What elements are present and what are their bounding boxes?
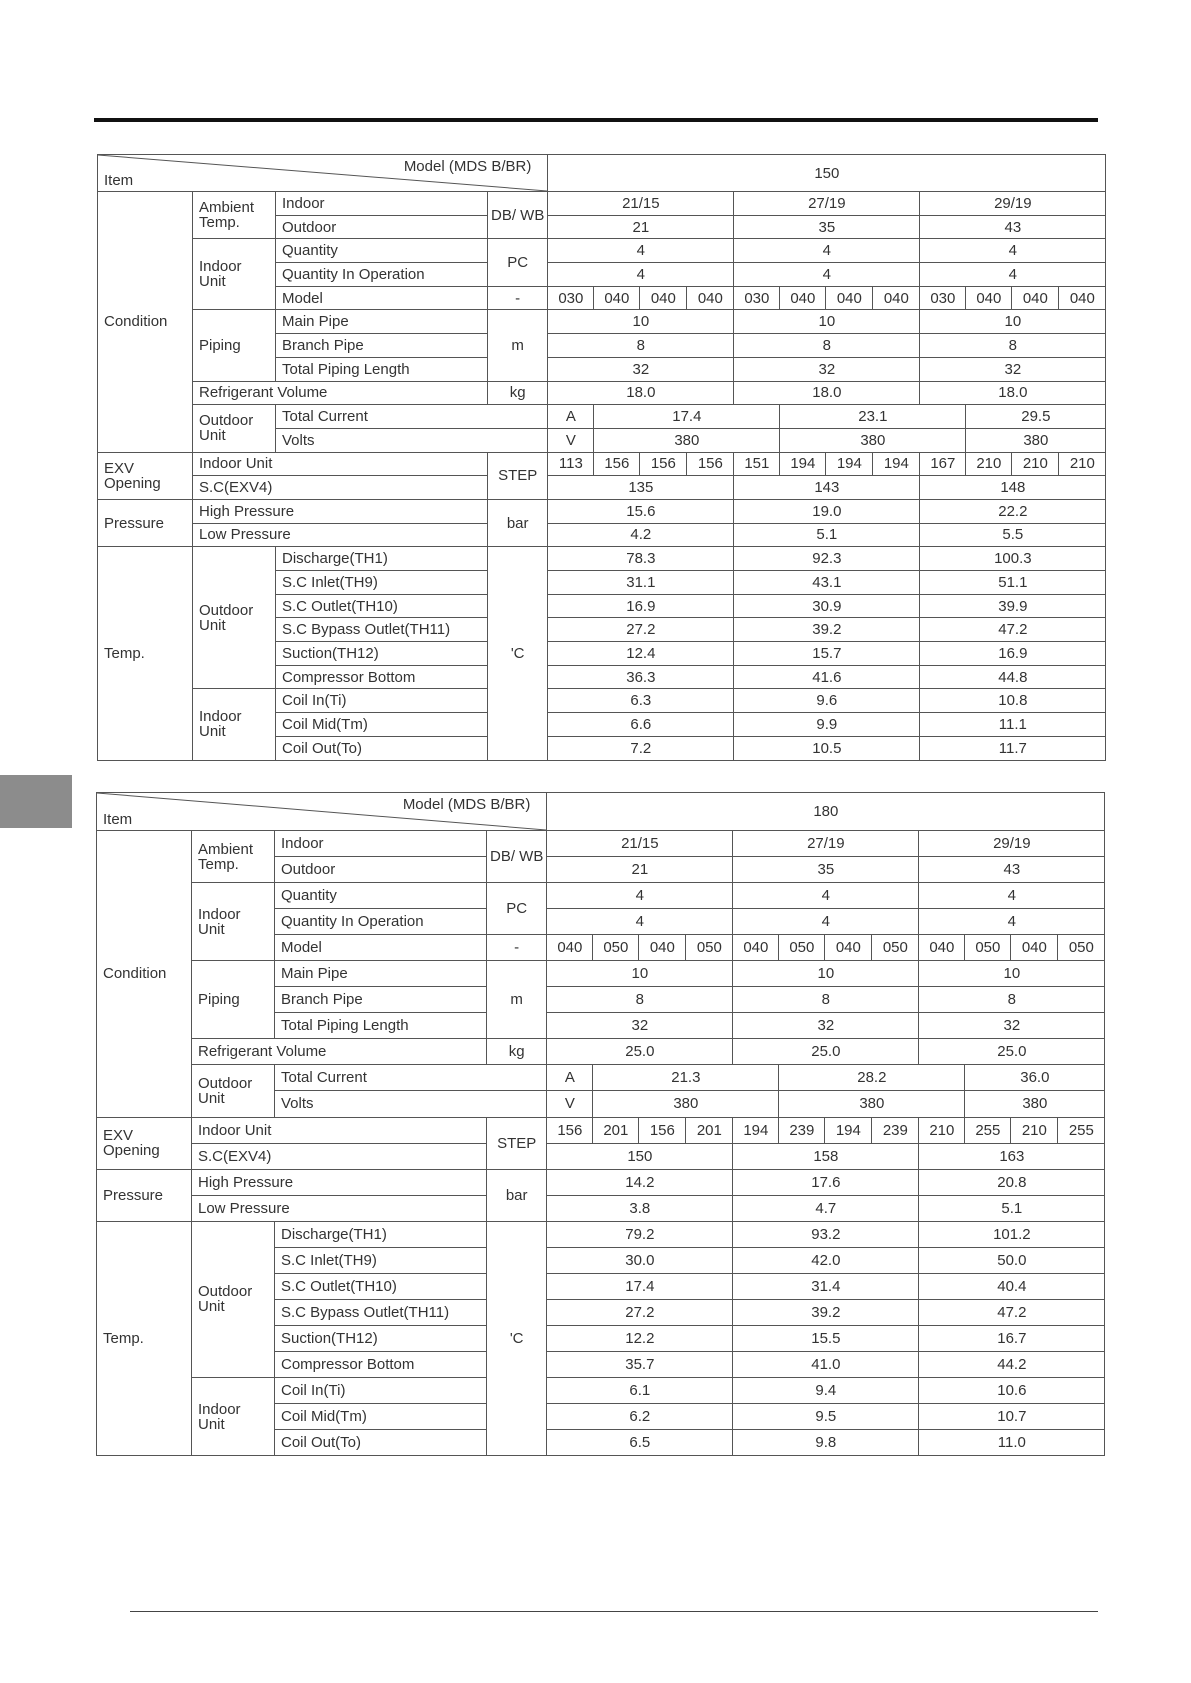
coil-in-value: 10.6: [919, 1377, 1105, 1403]
unit-cell: bar: [487, 1169, 547, 1221]
item-header: Item: [103, 811, 133, 828]
volts-value: 380: [593, 1091, 779, 1117]
high-pressure-value: 19.0: [734, 499, 920, 523]
footer-rule: [130, 1611, 1098, 1612]
sc-outlet-value: 39.9: [920, 594, 1106, 618]
sc-inlet-value: 42.0: [733, 1247, 919, 1273]
exv-opening-group-label: EXV Opening: [97, 1117, 192, 1169]
total-piping-length-value: 32: [734, 357, 920, 381]
sc-outlet-value: 31.4: [733, 1273, 919, 1299]
unit-cell: PC: [487, 883, 547, 935]
low-pressure-value: 5.5: [920, 523, 1106, 547]
indoor-temp-label: Indoor: [276, 192, 488, 216]
suction-value: 15.5: [733, 1325, 919, 1351]
branch-pipe-value: 8: [548, 334, 734, 358]
unit-cell: -: [488, 286, 548, 310]
indoor-model-value: 050: [1058, 935, 1105, 961]
sc-bypass-outlet-label: S.C Bypass Outlet(TH11): [275, 1299, 487, 1325]
total-current-value: 36.0: [965, 1065, 1105, 1091]
total-piping-length-value: 32: [547, 1013, 733, 1039]
low-pressure-label: Low Pressure: [192, 1195, 487, 1221]
unit-cell: 'C: [488, 547, 548, 760]
indoor-model-value: 040: [780, 286, 826, 310]
total-current-label: Total Current: [275, 1065, 547, 1091]
unit-cell: m: [487, 961, 547, 1039]
coil-in-value: 6.3: [548, 689, 734, 713]
refrigerant-volume-value: 25.0: [547, 1039, 733, 1065]
exv-indoor-value: 201: [593, 1117, 639, 1143]
branch-pipe-value: 8: [920, 334, 1106, 358]
coil-mid-value: 10.7: [919, 1404, 1105, 1430]
indoor-model-value: 040: [1059, 286, 1106, 310]
refrigerant-volume-value: 18.0: [548, 381, 734, 405]
unit-cell: A: [548, 405, 594, 429]
temp-group-label: Temp.: [97, 1221, 192, 1455]
main-pipe-value: 10: [733, 961, 919, 987]
indoor-model-value: 050: [593, 935, 639, 961]
outdoor-temp-value: 35: [734, 215, 920, 239]
outdoor-temp-value: 21: [548, 215, 734, 239]
indoor-model-value: 040: [1011, 935, 1058, 961]
spec-table-2: [96, 792, 1105, 1456]
model-header: Model (MDS B/BR): [402, 796, 531, 813]
suction-value: 16.9: [920, 642, 1106, 666]
unit-cell: PC: [488, 239, 548, 286]
exv-indoor-value: 156: [640, 452, 687, 476]
indoor-model-value: 040: [1012, 286, 1059, 310]
suction-value: 15.7: [734, 642, 920, 666]
outdoor-unit-group-label: Outdoor Unit: [192, 1065, 275, 1117]
indoor-model-value: 040: [825, 935, 872, 961]
condition-group-label: Condition: [98, 192, 193, 453]
exv-opening-group-label: EXV Opening: [98, 452, 193, 499]
discharge-value: 101.2: [919, 1221, 1105, 1247]
sc-bypass-outlet-value: 39.2: [733, 1299, 919, 1325]
indoor-model-value: 050: [965, 935, 1011, 961]
exv-indoor-value: 167: [920, 452, 966, 476]
compressor-bottom-value: 41.0: [733, 1351, 919, 1377]
unit-cell: -: [487, 935, 547, 961]
sc-bypass-outlet-value: 47.2: [919, 1299, 1105, 1325]
main-pipe-label: Main Pipe: [275, 961, 487, 987]
indoor-unit-group-label: Indoor Unit: [192, 883, 275, 961]
coil-out-value: 7.2: [548, 736, 734, 760]
unit-cell: m: [488, 310, 548, 381]
outdoor-temp-value: 21: [547, 857, 733, 883]
outdoor-unit-group-label: Outdoor Unit: [193, 405, 276, 452]
sc-outlet-label: S.C Outlet(TH10): [276, 594, 488, 618]
sc-exv4-value: 143: [734, 476, 920, 500]
exv-indoor-unit-label: Indoor Unit: [192, 1117, 487, 1143]
volts-value: 380: [779, 1091, 965, 1117]
branch-pipe-value: 8: [919, 987, 1105, 1013]
unit-cell: STEP: [487, 1117, 547, 1169]
coil-out-value: 9.8: [733, 1430, 919, 1456]
condition-header: 21/15: [548, 192, 734, 216]
high-pressure-value: 20.8: [919, 1169, 1105, 1195]
exv-indoor-value: 194: [780, 452, 826, 476]
suction-value: 12.2: [547, 1325, 733, 1351]
sc-bypass-outlet-value: 47.2: [920, 618, 1106, 642]
condition-header: 29/19: [919, 831, 1105, 857]
condition-header: 29/19: [920, 192, 1106, 216]
outdoor-temp-label: Outdoor: [276, 215, 488, 239]
main-pipe-value: 10: [919, 961, 1105, 987]
refrigerant-volume-value: 18.0: [734, 381, 920, 405]
sc-exv4-label: S.C(EXV4): [192, 1143, 487, 1169]
indoor-model-value: 040: [733, 935, 779, 961]
exv-indoor-unit-label: Indoor Unit: [193, 452, 488, 476]
branch-pipe-value: 8: [734, 334, 920, 358]
exv-indoor-value: 255: [1058, 1117, 1105, 1143]
main-pipe-value: 10: [547, 961, 733, 987]
discharge-value: 93.2: [733, 1221, 919, 1247]
item-header: Item: [104, 172, 134, 189]
discharge-value: 78.3: [548, 547, 734, 571]
sc-inlet-label: S.C Inlet(TH9): [276, 571, 488, 595]
discharge-value: 92.3: [734, 547, 920, 571]
low-pressure-value: 5.1: [919, 1195, 1105, 1221]
sc-inlet-value: 30.0: [547, 1247, 733, 1273]
total-current-value: 23.1: [780, 405, 966, 429]
indoor-model-value: 050: [779, 935, 825, 961]
indoor-model-value: 030: [920, 286, 966, 310]
quantity-in-operation-value: 4: [547, 909, 733, 935]
pressure-group-label: Pressure: [98, 499, 193, 546]
total-piping-length-value: 32: [733, 1013, 919, 1039]
quantity-label: Quantity: [276, 239, 488, 263]
coil-mid-value: 9.9: [734, 713, 920, 737]
sc-inlet-value: 51.1: [920, 571, 1106, 595]
indoor-model-value: 040: [873, 286, 920, 310]
unit-cell: V: [547, 1091, 593, 1117]
discharge-label: Discharge(TH1): [275, 1221, 487, 1247]
exv-indoor-value: 194: [825, 1117, 872, 1143]
exv-indoor-value: 156: [547, 1117, 593, 1143]
coil-in-value: 9.6: [734, 689, 920, 713]
sc-inlet-label: S.C Inlet(TH9): [275, 1247, 487, 1273]
condition-group-label: Condition: [97, 831, 192, 1118]
high-pressure-value: 14.2: [547, 1169, 733, 1195]
volts-value: 380: [965, 1091, 1105, 1117]
outdoor-temp-value: 35: [733, 857, 919, 883]
quantity-in-operation-value: 4: [919, 909, 1105, 935]
quantity-value: 4: [919, 883, 1105, 909]
quantity-value: 4: [547, 883, 733, 909]
exv-indoor-value: 194: [873, 452, 920, 476]
exv-indoor-value: 239: [779, 1117, 825, 1143]
outdoor-temp-value: 43: [920, 215, 1106, 239]
discharge-value: 100.3: [920, 547, 1106, 571]
discharge-label: Discharge(TH1): [276, 547, 488, 571]
indoor-model-value: 040: [640, 286, 687, 310]
sc-exv4-value: 150: [547, 1143, 733, 1169]
coil-mid-value: 6.2: [547, 1404, 733, 1430]
indoor-model-value: 040: [687, 286, 734, 310]
exv-indoor-value: 255: [965, 1117, 1011, 1143]
compressor-bottom-value: 36.3: [548, 665, 734, 689]
ambient-temp-label: Ambient Temp.: [192, 831, 275, 883]
exv-indoor-value: 201: [686, 1117, 733, 1143]
total-current-value: 17.4: [594, 405, 780, 429]
unit-cell: V: [548, 428, 594, 452]
condition-header: 27/19: [734, 192, 920, 216]
coil-out-value: 11.0: [919, 1430, 1105, 1456]
indoor-model-value: 030: [548, 286, 594, 310]
exv-indoor-value: 151: [734, 452, 780, 476]
refrigerant-volume-value: 25.0: [733, 1039, 919, 1065]
sc-outlet-label: S.C Outlet(TH10): [275, 1273, 487, 1299]
sc-outlet-value: 16.9: [548, 594, 734, 618]
total-current-label: Total Current: [276, 405, 548, 429]
sc-outlet-value: 17.4: [547, 1273, 733, 1299]
temp-indoor-unit-label: Indoor Unit: [192, 1377, 275, 1455]
sc-exv4-label: S.C(EXV4): [193, 476, 488, 500]
quantity-value: 4: [733, 883, 919, 909]
sc-exv4-value: 135: [548, 476, 734, 500]
sc-bypass-outlet-value: 27.2: [547, 1299, 733, 1325]
coil-mid-label: Coil Mid(Tm): [276, 713, 488, 737]
quantity-label: Quantity: [275, 883, 487, 909]
indoor-model-value: 040: [919, 935, 965, 961]
coil-out-label: Coil Out(To): [275, 1430, 487, 1456]
high-pressure-label: High Pressure: [192, 1169, 487, 1195]
coil-out-value: 10.5: [734, 736, 920, 760]
model-label: Model: [275, 935, 487, 961]
total-current-value: 29.5: [966, 405, 1106, 429]
unit-cell: DB/ WB: [488, 192, 548, 239]
sc-outlet-value: 30.9: [734, 594, 920, 618]
volts-value: 380: [780, 428, 966, 452]
compressor-bottom-value: 44.8: [920, 665, 1106, 689]
branch-pipe-label: Branch Pipe: [275, 987, 487, 1013]
exv-indoor-value: 156: [639, 1117, 686, 1143]
low-pressure-value: 5.1: [734, 523, 920, 547]
refrigerant-volume-value: 18.0: [920, 381, 1106, 405]
condition-header: 21/15: [547, 831, 733, 857]
exv-indoor-value: 156: [687, 452, 734, 476]
low-pressure-value: 4.7: [733, 1195, 919, 1221]
low-pressure-value: 3.8: [547, 1195, 733, 1221]
quantity-in-operation-label: Quantity In Operation: [275, 909, 487, 935]
quantity-in-operation-label: Quantity In Operation: [276, 263, 488, 287]
volts-value: 380: [594, 428, 780, 452]
unit-cell: kg: [488, 381, 548, 405]
discharge-value: 79.2: [547, 1221, 733, 1247]
indoor-model-value: 050: [872, 935, 919, 961]
sc-bypass-outlet-value: 39.2: [734, 618, 920, 642]
quantity-value: 4: [920, 239, 1106, 263]
exv-indoor-value: 194: [826, 452, 873, 476]
volts-label: Volts: [275, 1091, 547, 1117]
branch-pipe-value: 8: [547, 987, 733, 1013]
sc-bypass-outlet-value: 27.2: [548, 618, 734, 642]
table-header-diagonal-cell: [98, 155, 548, 192]
coil-out-label: Coil Out(To): [276, 736, 488, 760]
sc-bypass-outlet-label: S.C Bypass Outlet(TH11): [276, 618, 488, 642]
main-pipe-value: 10: [548, 310, 734, 334]
main-pipe-value: 10: [920, 310, 1106, 334]
pressure-group-label: Pressure: [97, 1169, 192, 1221]
total-piping-length-label: Total Piping Length: [275, 1013, 487, 1039]
coil-in-value: 10.8: [920, 689, 1106, 713]
indoor-model-value: 040: [547, 935, 593, 961]
temp-outdoor-unit-label: Outdoor Unit: [193, 547, 276, 689]
indoor-unit-group-label: Indoor Unit: [193, 239, 276, 310]
sc-inlet-value: 31.1: [548, 571, 734, 595]
suction-value: 16.7: [919, 1325, 1105, 1351]
outdoor-temp-label: Outdoor: [275, 857, 487, 883]
total-current-value: 21.3: [593, 1065, 779, 1091]
unit-cell: 'C: [487, 1221, 547, 1455]
compressor-bottom-label: Compressor Bottom: [275, 1351, 487, 1377]
unit-cell: STEP: [488, 452, 548, 499]
high-pressure-value: 17.6: [733, 1169, 919, 1195]
compressor-bottom-value: 44.2: [919, 1351, 1105, 1377]
volts-label: Volts: [276, 428, 548, 452]
spec-table-1: [97, 154, 1106, 761]
exv-indoor-value: 210: [966, 452, 1012, 476]
suction-value: 12.4: [548, 642, 734, 666]
indoor-model-value: 040: [826, 286, 873, 310]
volts-value: 380: [966, 428, 1106, 452]
piping-group-label: Piping: [193, 310, 276, 381]
low-pressure-value: 4.2: [548, 523, 734, 547]
compressor-bottom-value: 35.7: [547, 1351, 733, 1377]
exv-indoor-value: 210: [1059, 452, 1106, 476]
exv-indoor-value: 156: [594, 452, 640, 476]
table-header-diagonal-cell: [97, 793, 547, 831]
total-piping-length-label: Total Piping Length: [276, 357, 488, 381]
indoor-temp-label: Indoor: [275, 831, 487, 857]
branch-pipe-value: 8: [733, 987, 919, 1013]
total-piping-length-value: 32: [919, 1013, 1105, 1039]
total-piping-length-value: 32: [920, 357, 1106, 381]
exv-indoor-value: 210: [1012, 452, 1059, 476]
unit-cell: kg: [487, 1039, 547, 1065]
compressor-bottom-value: 41.6: [734, 665, 920, 689]
high-pressure-value: 15.6: [548, 499, 734, 523]
coil-out-value: 11.7: [920, 736, 1106, 760]
refrigerant-volume-label: Refrigerant Volume: [192, 1039, 487, 1065]
temp-indoor-unit-label: Indoor Unit: [193, 689, 276, 760]
total-current-value: 28.2: [779, 1065, 965, 1091]
indoor-model-value: 040: [639, 935, 686, 961]
coil-mid-value: 11.1: [920, 713, 1106, 737]
coil-in-value: 6.1: [547, 1377, 733, 1403]
unit-cell: DB/ WB: [487, 831, 547, 883]
main-pipe-label: Main Pipe: [276, 310, 488, 334]
sc-outlet-value: 40.4: [919, 1273, 1105, 1299]
coil-mid-value: 6.6: [548, 713, 734, 737]
exv-indoor-value: 210: [919, 1117, 965, 1143]
main-pipe-value: 10: [734, 310, 920, 334]
model-header: Model (MDS B/BR): [403, 158, 532, 175]
unit-cell: bar: [488, 499, 548, 546]
sc-inlet-value: 50.0: [919, 1247, 1105, 1273]
indoor-model-value: 050: [686, 935, 733, 961]
ambient-temp-label: Ambient Temp.: [193, 192, 276, 239]
temp-outdoor-unit-label: Outdoor Unit: [192, 1221, 275, 1377]
model-label: Model: [276, 286, 488, 310]
low-pressure-label: Low Pressure: [193, 523, 488, 547]
exv-indoor-value: 194: [733, 1117, 779, 1143]
coil-in-label: Coil In(Ti): [276, 689, 488, 713]
outdoor-temp-value: 43: [919, 857, 1105, 883]
capacity-header: 180: [547, 793, 1105, 831]
coil-out-value: 6.5: [547, 1430, 733, 1456]
coil-in-label: Coil In(Ti): [275, 1377, 487, 1403]
quantity-in-operation-value: 4: [733, 909, 919, 935]
exv-indoor-value: 210: [1011, 1117, 1058, 1143]
exv-indoor-value: 239: [872, 1117, 919, 1143]
refrigerant-volume-value: 25.0: [919, 1039, 1105, 1065]
sc-exv4-value: 163: [919, 1143, 1105, 1169]
suction-label: Suction(TH12): [276, 642, 488, 666]
header-rule: [94, 118, 1098, 122]
indoor-model-value: 040: [966, 286, 1012, 310]
coil-in-value: 9.4: [733, 1377, 919, 1403]
quantity-in-operation-value: 4: [920, 263, 1106, 287]
branch-pipe-label: Branch Pipe: [276, 334, 488, 358]
quantity-value: 4: [548, 239, 734, 263]
condition-header: 27/19: [733, 831, 919, 857]
quantity-in-operation-value: 4: [548, 263, 734, 287]
refrigerant-volume-label: Refrigerant Volume: [193, 381, 488, 405]
chapter-tab: [0, 775, 72, 828]
compressor-bottom-label: Compressor Bottom: [276, 665, 488, 689]
quantity-value: 4: [734, 239, 920, 263]
high-pressure-value: 22.2: [920, 499, 1106, 523]
suction-label: Suction(TH12): [275, 1325, 487, 1351]
temp-group-label: Temp.: [98, 547, 193, 760]
coil-mid-label: Coil Mid(Tm): [275, 1404, 487, 1430]
total-piping-length-value: 32: [548, 357, 734, 381]
sc-exv4-value: 148: [920, 476, 1106, 500]
unit-cell: A: [547, 1065, 593, 1091]
capacity-header: 150: [548, 155, 1106, 192]
sc-inlet-value: 43.1: [734, 571, 920, 595]
high-pressure-label: High Pressure: [193, 499, 488, 523]
indoor-model-value: 030: [734, 286, 780, 310]
indoor-model-value: 040: [594, 286, 640, 310]
piping-group-label: Piping: [192, 961, 275, 1039]
coil-mid-value: 9.5: [733, 1404, 919, 1430]
exv-indoor-value: 113: [548, 452, 594, 476]
sc-exv4-value: 158: [733, 1143, 919, 1169]
quantity-in-operation-value: 4: [734, 263, 920, 287]
